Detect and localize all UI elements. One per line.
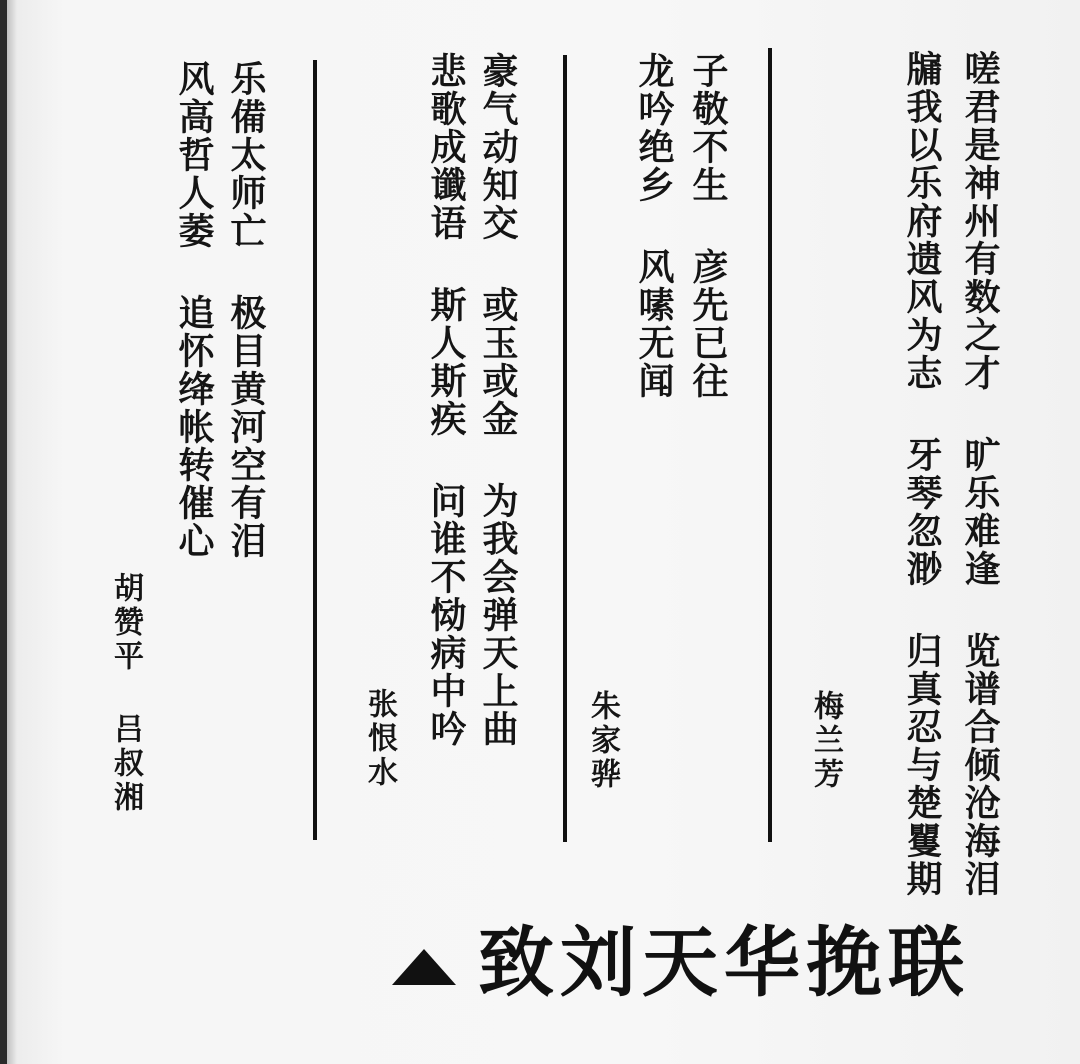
column-divider-3 — [313, 60, 317, 840]
couplet-1-line-1: 嗟君是神州有数之才 旷乐难逢 览谱合倾沧海泪 — [959, 50, 1001, 898]
couplet-4-author: 胡赞平 吕叔湘 — [108, 572, 143, 815]
couplet-3-line-2: 悲歌成谶语 斯人斯疾 问谁不恸病中吟 — [425, 52, 467, 748]
column-divider-2 — [563, 55, 567, 842]
book-binding-edge — [0, 0, 7, 1064]
couplet-3-author: 张恨水 — [362, 688, 397, 790]
couplet-3-line-1: 豪气动知交 或玉或金 为我会弹天上曲 — [477, 52, 519, 748]
triangle-up-icon — [392, 949, 456, 985]
couplet-4-line-1: 乐備太师亡 极目黄河空有泪 — [225, 60, 267, 560]
couplet-2-line-1: 子敬不生 彦先已往 — [687, 52, 729, 400]
couplet-2-line-2: 龙吟绝乡 风嗉无闻 — [633, 52, 675, 400]
binding-shadow — [7, 0, 17, 1064]
couplet-1-line-2: 牖我以乐府遗风为志 牙琴忽渺 归真忍与楚矍期 — [901, 50, 943, 898]
couplet-2-author: 朱家骅 — [585, 690, 620, 792]
caption-row — [392, 918, 970, 1008]
couplet-1-author: 梅兰芳 — [808, 690, 843, 792]
column-divider-1 — [768, 48, 772, 842]
couplet-4-line-2: 风高哲人萎 追怀绛帐转催心 — [173, 60, 215, 560]
page-title: 致刘天华挽联 — [478, 918, 970, 1007]
